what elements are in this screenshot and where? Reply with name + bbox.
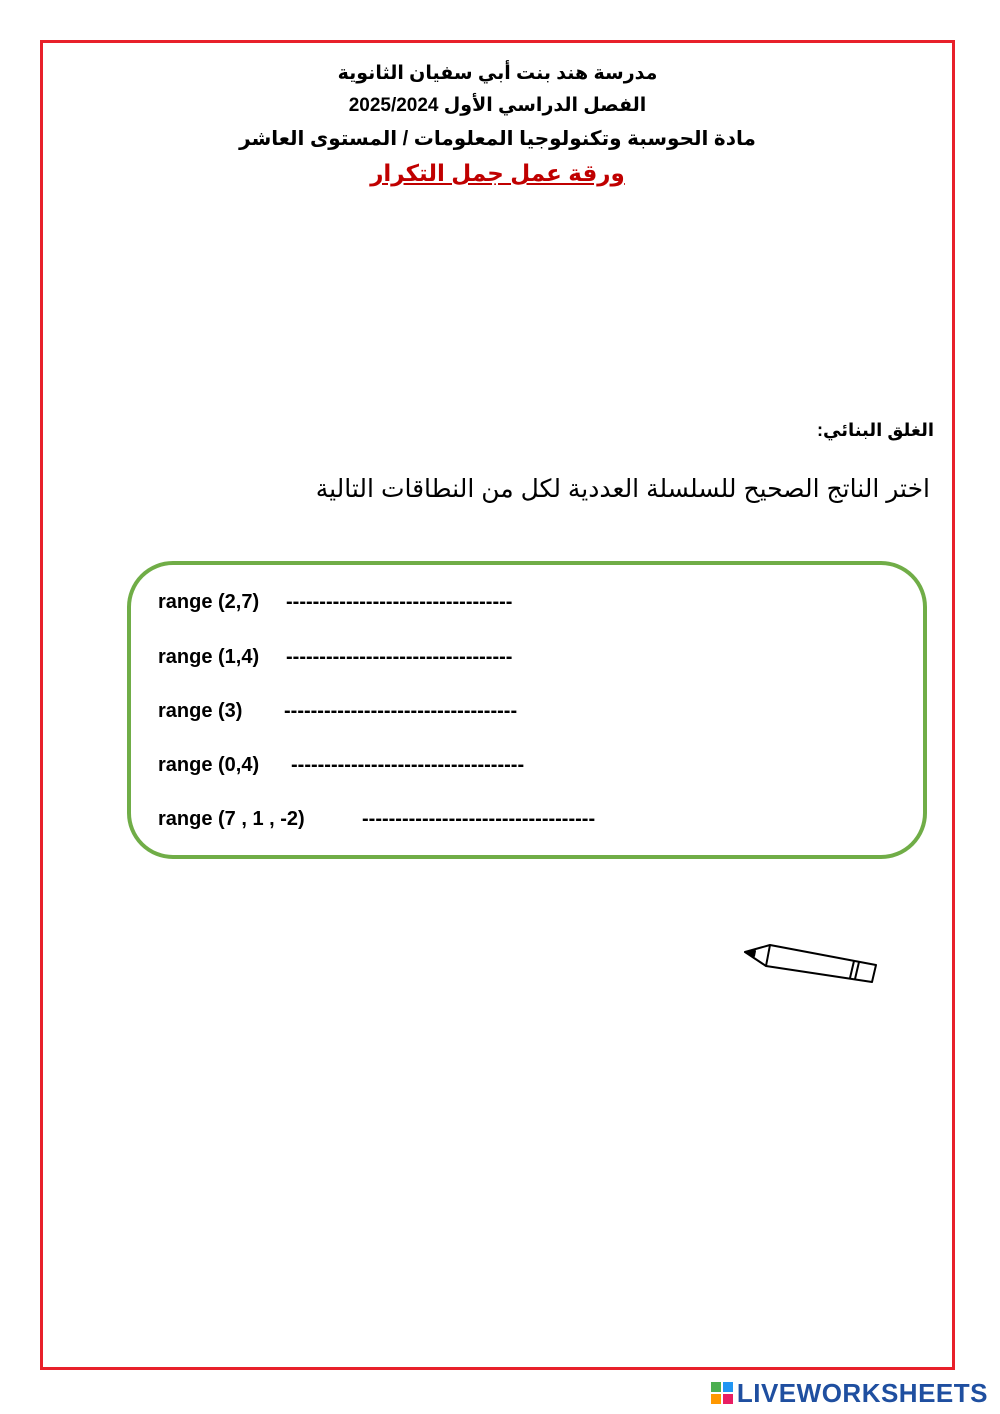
school-name: مدرسة هند بنت أبي سفيان الثانوية: [337, 63, 658, 84]
subject-level: مادة الحوسبة وتكنولوجيا المعلومات / المستوى العاشر: [239, 128, 756, 150]
answer-blank[interactable]: -----------------------------------: [291, 754, 525, 776]
range-expression: range (2,7): [158, 591, 260, 613]
pencil-icon: [742, 940, 882, 990]
liveworksheets-logo-icon: [711, 1382, 733, 1404]
brand-name: LIVEWORKSHEETS: [736, 1377, 988, 1408]
range-expression: range (7 , 1 , -2): [158, 808, 305, 830]
answer-blank[interactable]: -----------------------------------: [284, 700, 518, 722]
worksheet-title: ورقة عمل جمل التكرار: [370, 160, 625, 186]
range-expression: range (3): [158, 700, 243, 722]
answer-blank[interactable]: ----------------------------------: [286, 646, 513, 668]
term-year: الفصل الدراسي الأول 2025/2024: [348, 95, 647, 116]
answer-blank[interactable]: -----------------------------------: [362, 808, 596, 830]
instruction-text: اختر الناتج الصحيح للسلسلة العددية لكل من النطاقات التالية: [315, 475, 930, 503]
range-expression: range (0,4): [158, 754, 260, 776]
section-label: الغلق البنائي:: [816, 420, 934, 440]
footer-brand: [711, 1378, 988, 1408]
answer-blank[interactable]: ----------------------------------: [286, 591, 513, 613]
range-expression: range (1,4): [158, 646, 260, 668]
